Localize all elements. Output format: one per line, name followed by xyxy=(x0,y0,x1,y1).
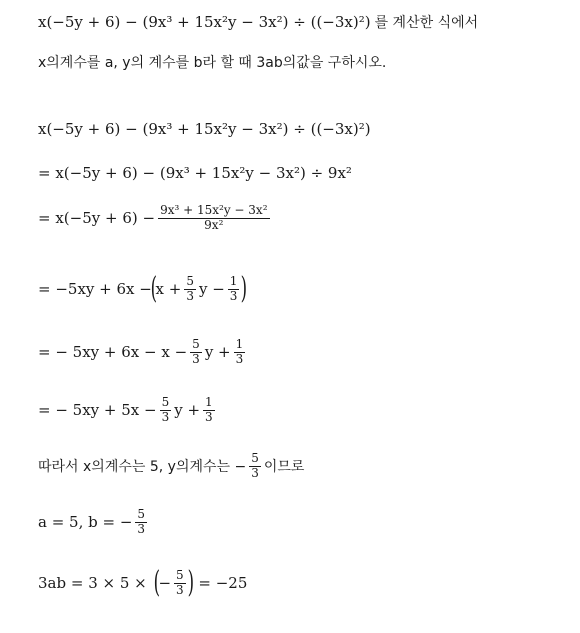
problem-line-1 xyxy=(38,12,478,32)
step-2-fraction xyxy=(158,204,269,233)
conclusion-text-b: 이므로 xyxy=(263,459,305,476)
conclusion-text-a: 따라서 x의계수는 5, y의계수는 − xyxy=(38,459,247,476)
b-fraction xyxy=(135,508,147,537)
step-5-fraction-1 xyxy=(160,396,172,425)
step-3-close-paren: ) xyxy=(241,271,248,306)
step-4-lhs: = − 5xy + 6x − x − xyxy=(38,343,188,362)
step-4-fraction-1-num: 5 xyxy=(192,337,200,351)
step-3-fraction-1-num: 5 xyxy=(186,273,194,288)
step-2 xyxy=(38,204,273,233)
answer-fraction xyxy=(174,569,186,598)
step-4-mid: y + xyxy=(204,343,231,362)
step-4-fraction-2-num: 1 xyxy=(235,337,244,351)
answer-open-paren: ( xyxy=(153,565,160,600)
step-3-fraction-1-den: 3 xyxy=(186,288,194,303)
conclusion-fraction-den: 3 xyxy=(251,465,259,480)
step-2-denominator: 9x² xyxy=(204,217,224,232)
problem-text-1: 를 계산한 식에서 xyxy=(374,15,479,31)
step-5-fraction-1-den: 3 xyxy=(161,409,170,424)
problem-line-2 xyxy=(38,52,386,72)
step-2-lhs: = x(−5y + 6) − xyxy=(38,209,156,228)
answer-rhs: = −25 xyxy=(198,574,248,592)
step-3 xyxy=(38,271,248,306)
problem-expression: x(−5y + 6) − (9x³ + 15x²y − 3x²) ÷ ((−3x)²) xyxy=(38,13,371,31)
step-4-fraction-1 xyxy=(190,338,202,367)
step-4 xyxy=(38,338,248,367)
answer-fraction-den: 3 xyxy=(176,582,184,597)
step-3-a: x + xyxy=(155,280,182,298)
conclusion-fraction xyxy=(249,452,261,481)
step-5-fraction-2-den: 3 xyxy=(205,409,213,424)
step-1 xyxy=(38,164,352,182)
ab-values-lhs: a = 5, b = − xyxy=(38,513,133,532)
answer-lhs: 3ab = 3 × 5 × xyxy=(38,574,147,592)
step-5 xyxy=(38,396,218,425)
ab-values xyxy=(38,508,150,537)
step-4-fraction-2-den: 3 xyxy=(235,351,244,366)
step-2-numerator: 9x³ + 15x²y − 3x² xyxy=(160,203,268,217)
answer-fraction-num: 5 xyxy=(176,567,184,582)
answer-neg: − xyxy=(158,574,172,592)
conclusion xyxy=(38,452,304,481)
step-4-fraction-2 xyxy=(234,338,246,367)
step-3-fraction-1 xyxy=(184,275,196,304)
step-4-fraction-1-den: 3 xyxy=(192,351,200,366)
step-3-fraction-2 xyxy=(228,275,240,304)
answer-close-paren: ) xyxy=(187,565,194,600)
step-5-fraction-2-num: 1 xyxy=(205,395,213,409)
final-answer xyxy=(38,565,248,600)
step-3-fraction-2-den: 3 xyxy=(229,288,238,303)
step-3-fraction-2-num: 1 xyxy=(229,273,238,288)
b-fraction-num: 5 xyxy=(137,507,146,521)
step-3-open-paren: ( xyxy=(150,271,157,306)
problem-text-2: x의계수를 a, y의 계수를 b라 할 때 3ab의값을 구하시오. xyxy=(38,55,387,71)
step-0 xyxy=(38,120,371,138)
b-fraction-den: 3 xyxy=(137,521,146,536)
step-3-b: y − xyxy=(198,280,225,298)
conclusion-fraction-num: 5 xyxy=(251,451,259,465)
step-1-expr: = x(−5y + 6) − (9x³ + 15x²y − 3x²) ÷ 9x² xyxy=(38,164,352,182)
step-0-expr: x(−5y + 6) − (9x³ + 15x²y − 3x²) ÷ ((−3x)²) xyxy=(38,120,371,138)
step-5-fraction-1-num: 5 xyxy=(161,395,170,409)
step-5-lhs: = − 5xy + 5x − xyxy=(38,401,157,420)
step-5-mid: y + xyxy=(174,401,201,420)
step-3-lhs: = −5xy + 6x − xyxy=(38,280,152,298)
step-5-fraction-2 xyxy=(203,396,215,425)
